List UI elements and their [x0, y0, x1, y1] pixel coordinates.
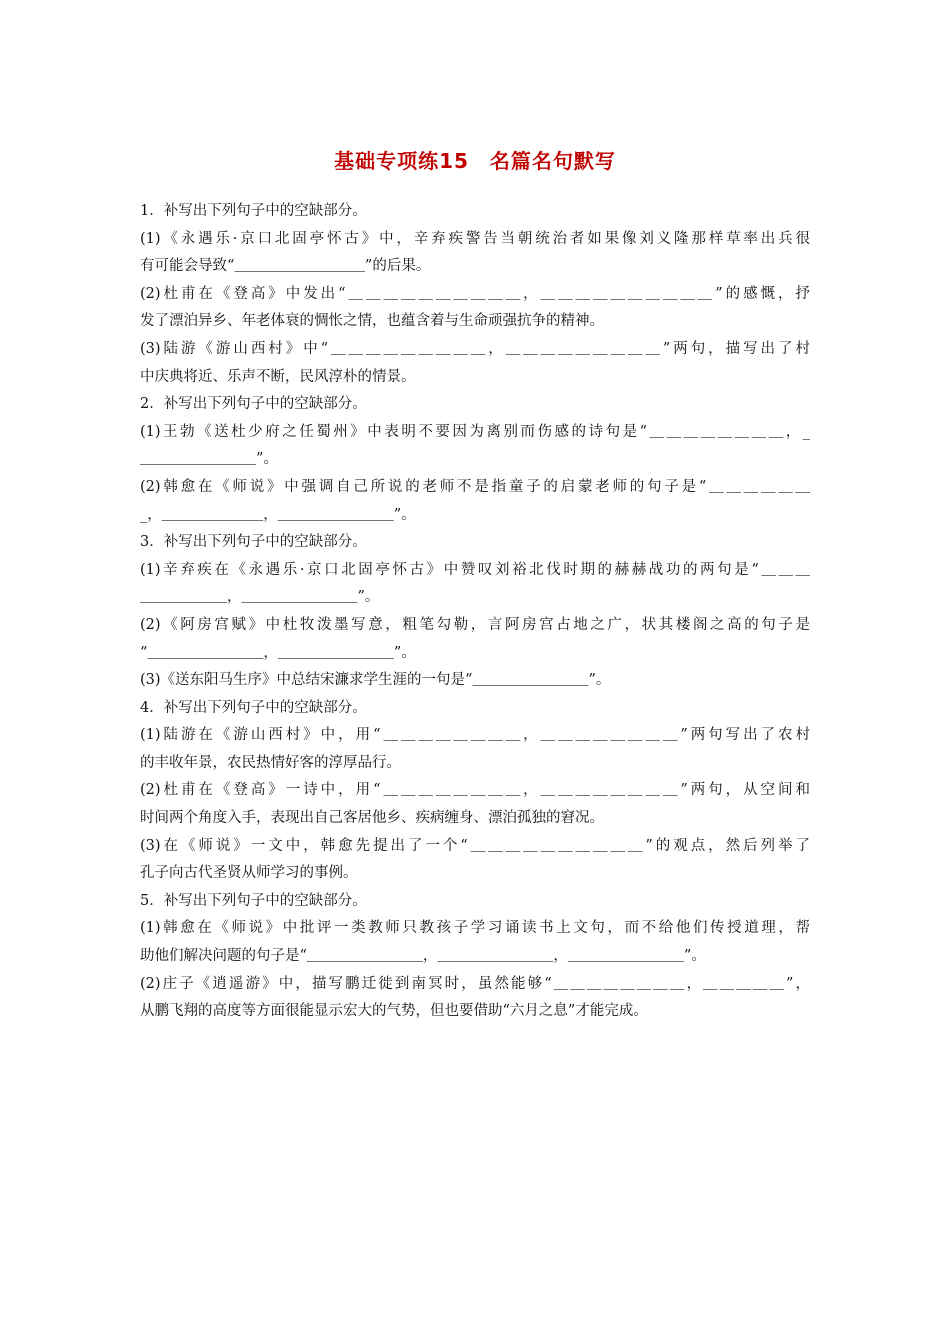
text-line: (1)辛弃疾在《永遇乐·京口北固亭怀古》中赞叹刘裕北伐时期的赫赫战功的两句是“＿＿＿: [140, 561, 810, 578]
text-line: 助他们解决问题的句子是“＿＿＿＿＿＿＿＿，＿＿＿＿＿＿＿＿，＿＿＿＿＿＿＿＿”。: [140, 948, 706, 965]
exercise-body: [140, 198, 810, 1026]
text-line: (3)在《师说》一文中，韩愈先提出了一个“＿＿＿＿＿＿＿＿＿＿”的观点，然后列举了: [140, 837, 810, 854]
text-line: ＿＿＿＿＿＿＿＿”。: [140, 451, 278, 468]
text-line: (1)陆游在《游山西村》中，用“＿＿＿＿＿＿＿＿，＿＿＿＿＿＿＿＿”两句写出了农村: [140, 727, 810, 744]
text-line: 中庆典将近、乐声不断，民风淳朴的情景。: [140, 368, 416, 385]
text-line: 有可能会导致“＿＿＿＿＿＿＿＿＿”的后果。: [140, 258, 431, 275]
text-line: (3)陆游《游山西村》中“＿＿＿＿＿＿＿＿＿，＿＿＿＿＿＿＿＿＿”两句，描写出了村: [140, 340, 810, 357]
text-line: ＿＿＿＿＿＿，＿＿＿＿＿＿＿＿”。: [140, 589, 380, 606]
text-line: 4．补写出下列句子中的空缺部分。: [140, 699, 367, 716]
text-line: (2)杜甫在《登高》一诗中，用“＿＿＿＿＿＿＿＿，＿＿＿＿＿＿＿＿”两句，从空间和: [140, 782, 810, 799]
text-line: (2)杜甫在《登高》中发出“＿＿＿＿＿＿＿＿＿＿，＿＿＿＿＿＿＿＿＿＿”的感慨，抒: [140, 285, 810, 302]
page-title: 基础专项练15 名篇名句默写: [334, 149, 616, 173]
text-line: (1)韩愈在《师说》中批评一类教师只教孩子学习诵读书上文句，而不给他们传授道理，帮: [140, 920, 810, 937]
text-line: 时间两个角度入手，表现出自己客居他乡、疾病缠身、漂泊孤独的窘况。: [140, 810, 604, 827]
text-line: 2．补写出下列句子中的空缺部分。: [140, 396, 367, 413]
text-line: (2)《阿房宫赋》中杜牧泼墨写意，粗笔勾勒，言阿房宫占地之广，状其楼阁之高的句子是: [140, 616, 810, 633]
text-line: (2)庄子《逍遥游》中，描写鹏迁徙到南冥时，虽然能够“＿＿＿＿＿＿＿＿，＿＿＿＿＿”，: [140, 975, 810, 992]
text-line: 3．补写出下列句子中的空缺部分。: [140, 534, 367, 551]
text-line: (1)王勃《送杜少府之任蜀州》中表明不要因为离别而伤感的诗句是“＿＿＿＿＿＿＿＿，_: [140, 423, 810, 440]
text-line: 孔子向古代圣贤从师学习的事例。: [140, 865, 358, 882]
text-line: 从鹏飞翔的高度等方面很能显示宏大的气势，但也要借助“六月之息”才能完成。: [140, 1003, 648, 1020]
text-line: (2)韩愈在《师说》中强调自己所说的老师不是指童子的启蒙老师的句子是“＿＿＿＿＿＿: [140, 478, 810, 495]
text-line: 发了漂泊异乡、年老体衰的惆怅之情，也蕴含着与生命顽强抗争的精神。: [140, 313, 604, 330]
text-line: (1)《永遇乐·京口北固亭怀古》中，辛弃疾警告当朝统治者如果像刘义隆那样草率出兵很: [140, 230, 810, 247]
text-line: “＿＿＿＿＿＿＿＿，＿＿＿＿＿＿＿＿”。: [140, 644, 416, 661]
text-line: 5．补写出下列句子中的空缺部分。: [140, 892, 367, 909]
text-line: (3)《送东阳马生序》中总结宋濂求学生涯的一句是“＿＿＿＿＿＿＿＿”。: [140, 672, 611, 689]
text-line: _，＿＿＿＿＿＿＿，＿＿＿＿＿＿＿＿”。: [140, 506, 416, 523]
text-line: 1．补写出下列句子中的空缺部分。: [140, 203, 367, 219]
text-line: 的丰收年景，农民热情好客的淳厚品行。: [140, 754, 401, 771]
